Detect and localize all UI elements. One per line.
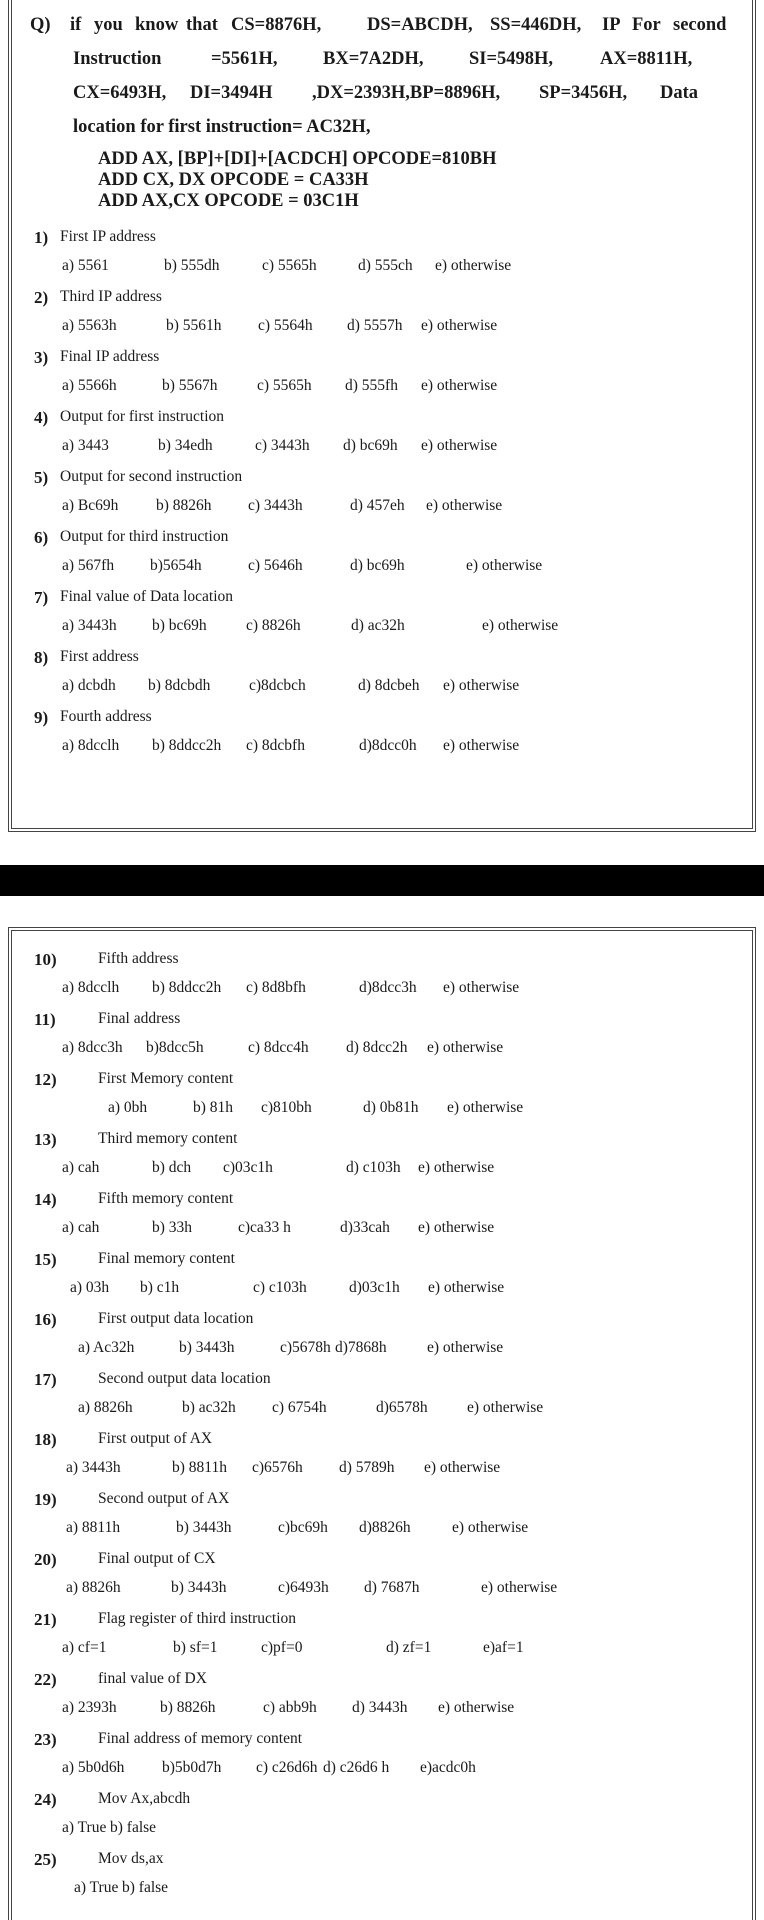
answer-option[interactable]: d) 5789h bbox=[339, 1459, 395, 1476]
answer-option[interactable]: e) otherwise bbox=[447, 1099, 524, 1116]
answer-option[interactable]: d) 457eh bbox=[350, 497, 405, 514]
answer-option[interactable]: d) bc69h bbox=[343, 437, 398, 454]
answer-option[interactable]: a) 0bh bbox=[108, 1099, 148, 1116]
answer-option[interactable]: a) 8826h bbox=[78, 1399, 133, 1416]
answer-option[interactable]: b) false bbox=[110, 1819, 157, 1836]
answer-option[interactable]: c) 5646h bbox=[248, 557, 303, 574]
answer-option[interactable]: e) otherwise bbox=[421, 377, 498, 394]
question-number: 18) bbox=[34, 1430, 57, 1449]
answer-option[interactable]: a) cf=1 bbox=[62, 1639, 107, 1656]
answer-option[interactable]: d) bc69h bbox=[350, 557, 405, 574]
answer-option[interactable]: d)8dcc3h bbox=[359, 979, 417, 996]
opcode-line: ADD AX,CX OPCODE = 03C1H bbox=[98, 191, 359, 211]
question-item bbox=[34, 228, 156, 248]
answer-option[interactable]: c) 5565h bbox=[262, 257, 317, 274]
question-text: Mov Ax,abcdh bbox=[98, 1790, 191, 1807]
answer-option[interactable]: c)8dcbch bbox=[249, 677, 306, 694]
answer-option[interactable]: a) 2393h bbox=[62, 1699, 117, 1716]
question-number: 24) bbox=[34, 1790, 57, 1809]
question-item bbox=[34, 1850, 164, 1870]
answer-option[interactable]: b) 555dh bbox=[164, 257, 220, 274]
opcode-line: ADD CX, DX OPCODE = CA33H bbox=[98, 170, 369, 190]
question-text: Second output of AX bbox=[98, 1490, 230, 1507]
question-item bbox=[34, 1190, 234, 1210]
statement-word: Instruction bbox=[73, 49, 162, 69]
question-number: 21) bbox=[34, 1610, 57, 1629]
question-text: Output for first instruction bbox=[60, 408, 225, 425]
answer-option[interactable]: a) cah bbox=[62, 1159, 100, 1176]
answer-option[interactable]: d) 0b81h bbox=[363, 1099, 419, 1116]
question-number: 17) bbox=[34, 1370, 57, 1389]
answer-option[interactable]: a) 8dcclh bbox=[62, 979, 120, 996]
question-item bbox=[34, 348, 160, 368]
answer-option[interactable]: e) otherwise bbox=[428, 1279, 505, 1296]
answer-option[interactable]: e) otherwise bbox=[418, 1159, 495, 1176]
question-text: First output of AX bbox=[98, 1430, 213, 1447]
answer-option[interactable]: a) 5563h bbox=[62, 317, 117, 334]
answer-option[interactable]: a) 5566h bbox=[62, 377, 117, 394]
question-item bbox=[34, 708, 152, 728]
answer-option[interactable]: d) c103h bbox=[346, 1159, 401, 1176]
question-text: Flag register of third instruction bbox=[98, 1610, 297, 1627]
answer-option[interactable]: a) 567fh bbox=[62, 557, 115, 574]
answer-option[interactable]: a) 3443 bbox=[62, 437, 109, 454]
question-number: 2) bbox=[34, 288, 49, 307]
question-item bbox=[34, 1250, 235, 1270]
answer-option[interactable]: d)8826h bbox=[359, 1519, 411, 1536]
answer-option[interactable]: c) 5565h bbox=[257, 377, 312, 394]
answer-option[interactable]: d) ac32h bbox=[351, 617, 405, 634]
answer-option[interactable]: a) 8811h bbox=[66, 1519, 121, 1536]
question-text: Output for third instruction bbox=[60, 528, 229, 545]
statement-word: DI=3494H bbox=[190, 83, 273, 103]
question-number: 14) bbox=[34, 1190, 57, 1209]
answer-option[interactable]: d) zf=1 bbox=[386, 1639, 432, 1656]
question-text: Third IP address bbox=[60, 288, 162, 305]
answer-option[interactable]: c) abb9h bbox=[263, 1699, 317, 1716]
statement-word: SP=3456H, bbox=[539, 83, 628, 103]
statement-word: Data bbox=[660, 83, 699, 103]
question-item bbox=[34, 528, 229, 548]
answer-option[interactable]: d) 8dcbeh bbox=[358, 677, 420, 694]
question-item bbox=[34, 1490, 230, 1510]
question-text: Fourth address bbox=[60, 708, 152, 725]
answer-option[interactable]: c) 3443h bbox=[248, 497, 303, 514]
question-item bbox=[34, 1310, 254, 1330]
question-item bbox=[34, 588, 234, 608]
question-text: Fifth address bbox=[98, 950, 179, 967]
answer-option[interactable]: e) otherwise bbox=[452, 1519, 529, 1536]
answer-option[interactable]: c) 8dcbfh bbox=[246, 737, 305, 754]
statement-word: =5561H, bbox=[211, 49, 278, 69]
question-text: Third memory content bbox=[98, 1130, 238, 1147]
answer-option[interactable]: e) otherwise bbox=[467, 1399, 544, 1416]
answer-option[interactable]: c) 8dcc4h bbox=[248, 1039, 309, 1056]
answer-option[interactable]: c) 6754h bbox=[272, 1399, 327, 1416]
answer-option[interactable]: b) 3443h bbox=[171, 1579, 227, 1596]
answer-option[interactable]: a) True bbox=[62, 1819, 107, 1836]
question-item bbox=[34, 1130, 238, 1150]
answer-option[interactable]: b) 34edh bbox=[158, 437, 213, 454]
statement-word: For bbox=[632, 15, 661, 35]
question-number: 25) bbox=[34, 1850, 57, 1869]
answer-option[interactable]: b) sf=1 bbox=[173, 1639, 218, 1656]
question-item bbox=[34, 288, 162, 308]
question-number: 6) bbox=[34, 528, 49, 547]
answer-option[interactable]: a) 8826h bbox=[66, 1579, 121, 1596]
statement-word: CS=8876H, bbox=[231, 15, 322, 35]
question-item bbox=[34, 1070, 234, 1090]
question-number: 11) bbox=[34, 1010, 56, 1029]
question-text: First Memory content bbox=[98, 1070, 234, 1087]
answer-option[interactable]: e) otherwise bbox=[427, 1039, 504, 1056]
answer-option[interactable]: e) otherwise bbox=[443, 737, 520, 754]
answer-option[interactable]: e) otherwise bbox=[426, 497, 503, 514]
question-number: 5) bbox=[34, 468, 49, 487]
question-text: First IP address bbox=[60, 228, 156, 245]
answer-option[interactable]: b) 5561h bbox=[166, 317, 222, 334]
answer-option[interactable]: a) 8dcclh bbox=[62, 737, 120, 754]
answer-option[interactable]: a) 5b0d6h bbox=[62, 1759, 125, 1776]
answer-option[interactable]: b)5654h bbox=[150, 557, 202, 574]
question-number: 15) bbox=[34, 1250, 57, 1269]
answer-option[interactable]: d) 555ch bbox=[358, 257, 413, 274]
answer-option[interactable]: c) 5564h bbox=[258, 317, 313, 334]
answer-option[interactable]: b) 8ddcc2h bbox=[152, 737, 222, 754]
statement-word: SI=5498H, bbox=[469, 49, 554, 69]
answer-option[interactable]: c) c26d6h bbox=[256, 1759, 318, 1776]
answer-option[interactable]: b) 8dcbdh bbox=[148, 677, 211, 694]
answer-option[interactable]: b) 8826h bbox=[160, 1699, 216, 1716]
answer-option[interactable]: b) 8811h bbox=[172, 1459, 227, 1476]
answer-option[interactable]: e) otherwise bbox=[438, 1699, 515, 1716]
answer-option[interactable]: c)6576h bbox=[252, 1459, 303, 1476]
question-item bbox=[34, 1370, 271, 1390]
answer-option[interactable]: e) otherwise bbox=[421, 317, 498, 334]
answer-option[interactable]: c)bc69h bbox=[278, 1519, 328, 1536]
question-item bbox=[34, 1550, 216, 1570]
answer-option[interactable]: e) otherwise bbox=[424, 1459, 501, 1476]
question-item bbox=[34, 1730, 303, 1750]
question-text: Second output data location bbox=[98, 1370, 271, 1387]
answer-option[interactable]: b)8dcc5h bbox=[146, 1039, 204, 1056]
answer-option[interactable]: b) 5567h bbox=[162, 377, 218, 394]
answer-option[interactable]: b)5b0d7h bbox=[162, 1759, 222, 1776]
answer-option[interactable]: a) 3443h bbox=[62, 617, 117, 634]
answer-option[interactable]: d) 8dcc2h bbox=[346, 1039, 408, 1056]
statement-word: second bbox=[673, 15, 727, 35]
question-text: Final IP address bbox=[60, 348, 160, 365]
answer-option[interactable]: b) 3443h bbox=[179, 1339, 235, 1356]
statement-word: that bbox=[186, 15, 218, 35]
question-text: Final memory content bbox=[98, 1250, 235, 1267]
answer-option[interactable]: d)7868h bbox=[335, 1339, 387, 1356]
answer-option[interactable]: c)03c1h bbox=[223, 1159, 273, 1176]
answer-option[interactable]: c)ca33 h bbox=[238, 1219, 291, 1236]
statement-word: DS=ABCDH, bbox=[367, 15, 473, 35]
answer-option[interactable]: a) Ac32h bbox=[78, 1339, 135, 1356]
question-number: 3) bbox=[34, 348, 49, 367]
answer-option[interactable]: c)pf=0 bbox=[261, 1639, 303, 1656]
answer-option[interactable]: e) otherwise bbox=[482, 617, 559, 634]
question-text: Final address of memory content bbox=[98, 1730, 303, 1747]
answer-option[interactable]: b) 8ddcc2h bbox=[152, 979, 222, 996]
answer-option[interactable]: d) 555fh bbox=[345, 377, 398, 394]
question-item bbox=[34, 648, 139, 668]
question-text: Final value of Data location bbox=[60, 588, 234, 605]
statement-word: BX=7A2DH, bbox=[323, 49, 424, 69]
answer-option[interactable]: c)810bh bbox=[261, 1099, 312, 1116]
question-item bbox=[34, 1790, 191, 1810]
answer-option[interactable]: e)af=1 bbox=[483, 1639, 524, 1656]
question-label: Q) bbox=[30, 15, 51, 35]
statement-word: ,DX=2393H,BP=8896H, bbox=[312, 83, 501, 103]
answer-option[interactable]: e) otherwise bbox=[466, 557, 543, 574]
answer-option[interactable]: a) dcbdh bbox=[62, 677, 116, 694]
answer-option[interactable]: e)acdc0h bbox=[420, 1759, 476, 1776]
statement-word: CX=6493H, bbox=[73, 83, 167, 103]
question-text: final value of DX bbox=[98, 1670, 207, 1687]
answer-option[interactable]: e) otherwise bbox=[418, 1219, 495, 1236]
answer-option[interactable]: a) 8dcc3h bbox=[62, 1039, 123, 1056]
answer-option[interactable]: a) 03h bbox=[70, 1279, 110, 1296]
answer-option[interactable]: b) 3443h bbox=[176, 1519, 232, 1536]
question-number: 8) bbox=[34, 648, 49, 667]
answer-option[interactable]: d)33cah bbox=[340, 1219, 390, 1236]
statement-word: IP bbox=[602, 15, 621, 35]
statement-word: you bbox=[94, 15, 123, 35]
statement-word: know bbox=[135, 15, 179, 35]
answer-option[interactable]: b) 81h bbox=[193, 1099, 234, 1116]
answer-option[interactable]: d)6578h bbox=[376, 1399, 428, 1416]
question-number: 4) bbox=[34, 408, 49, 427]
question-number: 23) bbox=[34, 1730, 57, 1749]
answer-option[interactable]: a) cah bbox=[62, 1219, 100, 1236]
answer-option[interactable]: c) c103h bbox=[253, 1279, 307, 1296]
answer-option[interactable]: e) otherwise bbox=[443, 979, 520, 996]
answer-option[interactable]: d)03c1h bbox=[349, 1279, 400, 1296]
question-number: 22) bbox=[34, 1670, 57, 1689]
answer-option[interactable]: c)5678h bbox=[280, 1339, 331, 1356]
answer-option[interactable]: b) 8826h bbox=[156, 497, 212, 514]
answer-option[interactable]: d) 5557h bbox=[347, 317, 403, 334]
question-text: Mov ds,ax bbox=[98, 1850, 164, 1867]
question-number: 13) bbox=[34, 1130, 57, 1149]
page-separator-band bbox=[0, 865, 764, 896]
question-text: Final output of CX bbox=[98, 1550, 216, 1567]
question-text: Output for second instruction bbox=[60, 468, 243, 485]
answer-option[interactable]: e) otherwise bbox=[481, 1579, 558, 1596]
answer-option[interactable]: a) Bc69h bbox=[62, 497, 119, 514]
answer-option[interactable]: c)6493h bbox=[278, 1579, 329, 1596]
question-item bbox=[34, 408, 225, 428]
answer-option[interactable]: b) dch bbox=[152, 1159, 192, 1176]
answer-option[interactable]: d)8dcc0h bbox=[359, 737, 417, 754]
question-item bbox=[34, 468, 243, 488]
answer-option[interactable]: e) otherwise bbox=[435, 257, 512, 274]
statement-line: location for first instruction= AC32H, bbox=[73, 117, 371, 137]
answer-option[interactable]: e) otherwise bbox=[443, 677, 520, 694]
answer-option[interactable]: d) 7687h bbox=[364, 1579, 420, 1596]
problem-statement bbox=[30, 8, 727, 148]
answer-option[interactable]: c) 8d8bfh bbox=[246, 979, 306, 996]
answer-option[interactable]: b) c1h bbox=[140, 1279, 180, 1296]
question-text: Fifth memory content bbox=[98, 1190, 234, 1207]
question-number: 16) bbox=[34, 1310, 57, 1329]
statement-word: SS=446DH, bbox=[490, 15, 582, 35]
question-number: 7) bbox=[34, 588, 49, 607]
answer-option[interactable]: d) 3443h bbox=[352, 1699, 408, 1716]
question-number: 12) bbox=[34, 1070, 57, 1089]
opcode-line: ADD AX, [BP]+[DI]+[ACDCH] OPCODE=810BH bbox=[98, 149, 497, 169]
question-item bbox=[34, 1430, 213, 1450]
question-number: 9) bbox=[34, 708, 49, 727]
question-item bbox=[34, 1010, 181, 1030]
answer-option[interactable]: a) 5561 bbox=[62, 257, 109, 274]
statement-word: if bbox=[70, 15, 82, 35]
answer-option[interactable]: c) 8826h bbox=[246, 617, 301, 634]
answer-option[interactable]: b) false bbox=[122, 1879, 169, 1896]
answer-option[interactable]: b) 33h bbox=[152, 1219, 193, 1236]
question-number: 19) bbox=[34, 1490, 57, 1509]
answer-option[interactable]: d) c26d6 h bbox=[323, 1759, 390, 1776]
answer-option[interactable]: e) otherwise bbox=[427, 1339, 504, 1356]
answer-option[interactable]: a) True bbox=[74, 1879, 119, 1896]
answer-option[interactable]: a) 3443h bbox=[66, 1459, 121, 1476]
question-text: First address bbox=[60, 648, 139, 665]
statement-word: AX=8811H, bbox=[600, 49, 693, 69]
answer-option[interactable]: c) 3443h bbox=[255, 437, 310, 454]
answer-option[interactable]: b) ac32h bbox=[182, 1399, 236, 1416]
question-item bbox=[34, 1670, 207, 1690]
answer-option[interactable]: b) bc69h bbox=[152, 617, 207, 634]
question-number: 20) bbox=[34, 1550, 57, 1569]
question-text: Final address bbox=[98, 1010, 181, 1027]
question-text: First output data location bbox=[98, 1310, 254, 1327]
question-item bbox=[34, 1610, 297, 1630]
question-item bbox=[34, 950, 179, 970]
question-number: 10) bbox=[34, 950, 57, 969]
question-number: 1) bbox=[34, 228, 49, 247]
answer-option[interactable]: e) otherwise bbox=[421, 437, 498, 454]
